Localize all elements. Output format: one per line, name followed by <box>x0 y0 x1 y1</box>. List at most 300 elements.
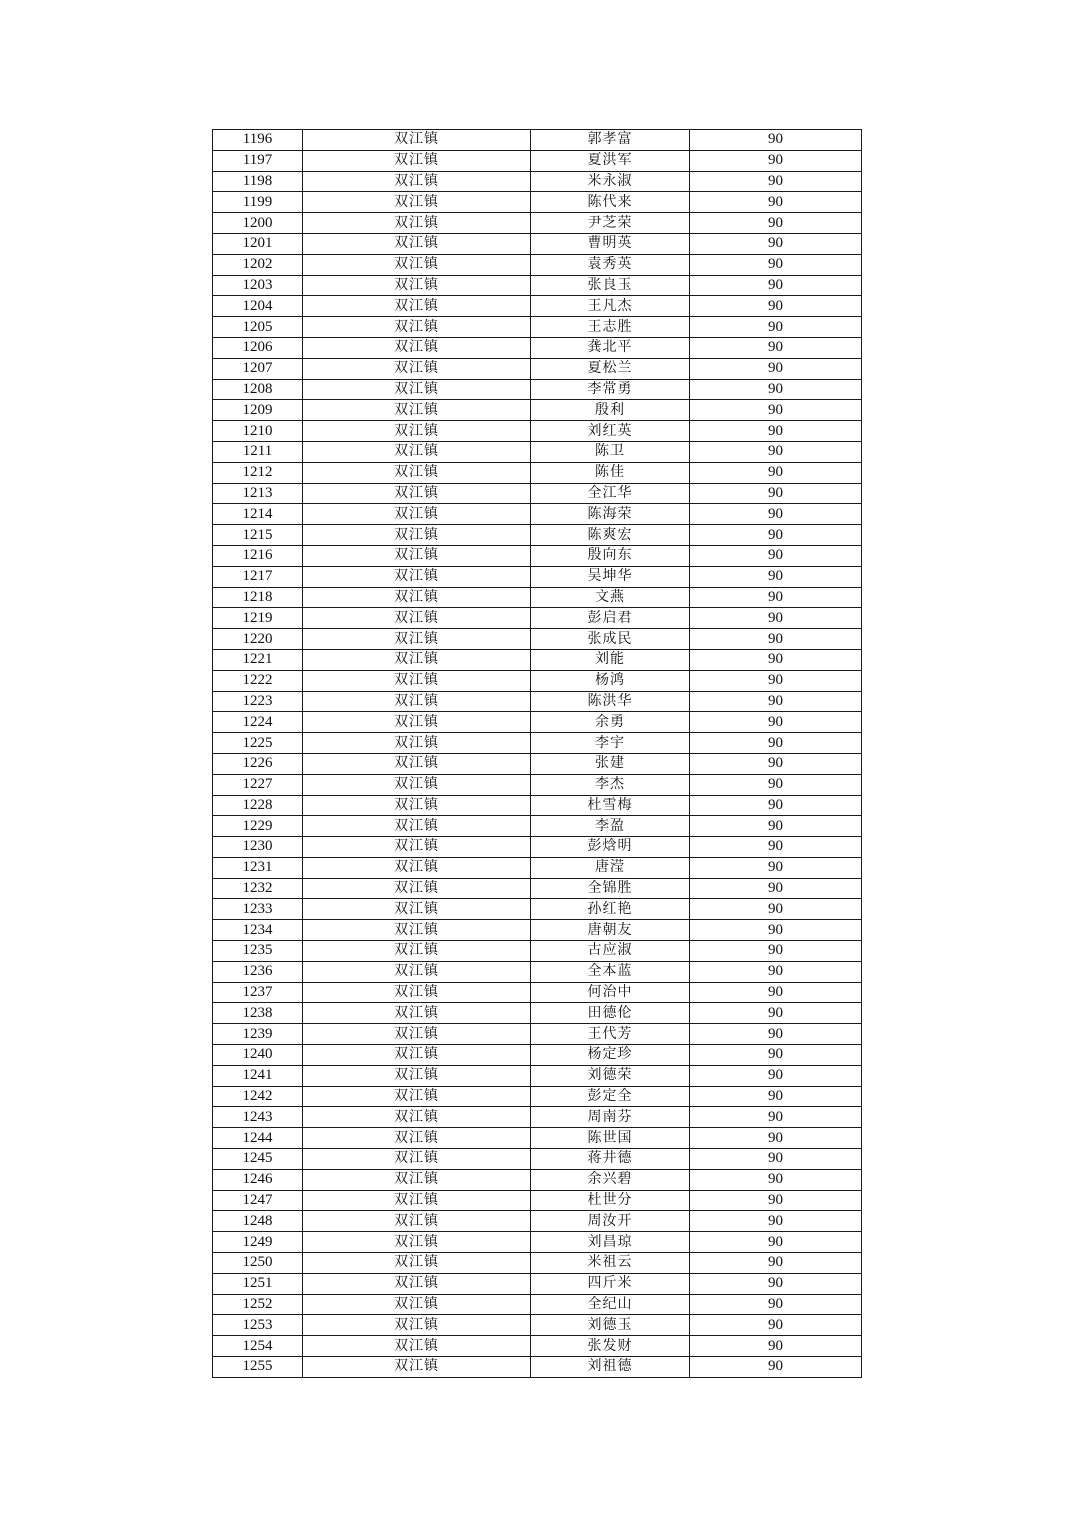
row-number-cell: 1247 <box>213 1190 303 1211</box>
amount-cell: 90 <box>690 421 862 442</box>
table-row <box>213 192 862 213</box>
town-cell: 双江镇 <box>303 1065 531 1086</box>
person-name-cell: 周南芬 <box>531 1107 690 1128</box>
town-cell: 双江镇 <box>303 1086 531 1107</box>
row-number-cell: 1210 <box>213 421 303 442</box>
row-number-cell: 1227 <box>213 774 303 795</box>
town-cell: 双江镇 <box>303 1232 531 1253</box>
town-cell: 双江镇 <box>303 1294 531 1315</box>
person-name-cell: 唐滢 <box>531 857 690 878</box>
table-row <box>213 1065 862 1086</box>
row-number-cell: 1240 <box>213 1045 303 1066</box>
town-cell: 双江镇 <box>303 1169 531 1190</box>
row-number-cell: 1208 <box>213 379 303 400</box>
town-cell: 双江镇 <box>303 566 531 587</box>
person-name-cell: 全纪山 <box>531 1294 690 1315</box>
amount-cell: 90 <box>690 712 862 733</box>
town-cell: 双江镇 <box>303 1024 531 1045</box>
table-row <box>213 504 862 525</box>
row-number-cell: 1196 <box>213 130 303 151</box>
table-row <box>213 1107 862 1128</box>
table-row <box>213 712 862 733</box>
town-cell: 双江镇 <box>303 837 531 858</box>
town-cell: 双江镇 <box>303 441 531 462</box>
town-cell: 双江镇 <box>303 317 531 338</box>
town-cell: 双江镇 <box>303 171 531 192</box>
table-row <box>213 1190 862 1211</box>
person-name-cell: 龚北平 <box>531 337 690 358</box>
amount-cell: 90 <box>690 171 862 192</box>
person-name-cell: 杨鸿 <box>531 670 690 691</box>
amount-cell: 90 <box>690 1336 862 1357</box>
person-name-cell: 唐朝友 <box>531 920 690 941</box>
table-row <box>213 171 862 192</box>
row-number-cell: 1214 <box>213 504 303 525</box>
amount-cell: 90 <box>690 233 862 254</box>
person-name-cell: 全江华 <box>531 483 690 504</box>
person-name-cell: 刘能 <box>531 649 690 670</box>
amount-cell: 90 <box>690 857 862 878</box>
table-row <box>213 379 862 400</box>
table-row <box>213 899 862 920</box>
town-cell: 双江镇 <box>303 670 531 691</box>
table-row <box>213 317 862 338</box>
table-row <box>213 795 862 816</box>
town-cell: 双江镇 <box>303 233 531 254</box>
row-number-cell: 1249 <box>213 1232 303 1253</box>
amount-cell: 90 <box>690 1294 862 1315</box>
person-name-cell: 杨定珍 <box>531 1045 690 1066</box>
town-cell: 双江镇 <box>303 1315 531 1336</box>
row-number-cell: 1213 <box>213 483 303 504</box>
amount-cell: 90 <box>690 358 862 379</box>
person-name-cell: 王代芳 <box>531 1024 690 1045</box>
amount-cell: 90 <box>690 608 862 629</box>
amount-cell: 90 <box>690 1253 862 1274</box>
row-number-cell: 1221 <box>213 649 303 670</box>
row-number-cell: 1198 <box>213 171 303 192</box>
town-cell: 双江镇 <box>303 795 531 816</box>
table-row <box>213 400 862 421</box>
row-number-cell: 1226 <box>213 753 303 774</box>
person-name-cell: 周汝开 <box>531 1211 690 1232</box>
town-cell: 双江镇 <box>303 254 531 275</box>
amount-cell: 90 <box>690 899 862 920</box>
amount-cell: 90 <box>690 587 862 608</box>
table-row <box>213 1253 862 1274</box>
town-cell: 双江镇 <box>303 899 531 920</box>
town-cell: 双江镇 <box>303 337 531 358</box>
amount-cell: 90 <box>690 1065 862 1086</box>
table-row <box>213 816 862 837</box>
person-name-cell: 杜世分 <box>531 1190 690 1211</box>
town-cell: 双江镇 <box>303 358 531 379</box>
person-name-cell: 彭启君 <box>531 608 690 629</box>
table-row <box>213 837 862 858</box>
town-cell: 双江镇 <box>303 878 531 899</box>
table-row <box>213 358 862 379</box>
town-cell: 双江镇 <box>303 1336 531 1357</box>
town-cell: 双江镇 <box>303 379 531 400</box>
row-number-cell: 1229 <box>213 816 303 837</box>
table-row <box>213 1294 862 1315</box>
person-name-cell: 吴坤华 <box>531 566 690 587</box>
town-cell: 双江镇 <box>303 774 531 795</box>
table-row <box>213 421 862 442</box>
amount-cell: 90 <box>690 400 862 421</box>
row-number-cell: 1236 <box>213 961 303 982</box>
table-row <box>213 1128 862 1149</box>
row-number-cell: 1215 <box>213 525 303 546</box>
table-row <box>213 920 862 941</box>
row-number-cell: 1245 <box>213 1149 303 1170</box>
town-cell: 双江镇 <box>303 941 531 962</box>
row-number-cell: 1250 <box>213 1253 303 1274</box>
row-number-cell: 1204 <box>213 296 303 317</box>
amount-cell: 90 <box>690 691 862 712</box>
town-cell: 双江镇 <box>303 525 531 546</box>
amount-cell: 90 <box>690 525 862 546</box>
table-row <box>213 608 862 629</box>
amount-cell: 90 <box>690 192 862 213</box>
amount-cell: 90 <box>690 337 862 358</box>
person-name-cell: 张发财 <box>531 1336 690 1357</box>
person-name-cell: 彭焓明 <box>531 837 690 858</box>
table-body <box>213 130 862 1378</box>
row-number-cell: 1254 <box>213 1336 303 1357</box>
amount-cell: 90 <box>690 774 862 795</box>
amount-cell: 90 <box>690 1045 862 1066</box>
amount-cell: 90 <box>690 753 862 774</box>
table-row <box>213 441 862 462</box>
row-number-cell: 1205 <box>213 317 303 338</box>
town-cell: 双江镇 <box>303 213 531 234</box>
row-number-cell: 1211 <box>213 441 303 462</box>
table-row <box>213 1273 862 1294</box>
table-row <box>213 733 862 754</box>
table-row <box>213 566 862 587</box>
person-name-cell: 刘德玉 <box>531 1315 690 1336</box>
town-cell: 双江镇 <box>303 961 531 982</box>
table-row <box>213 462 862 483</box>
table-row <box>213 1315 862 1336</box>
amount-cell: 90 <box>690 1357 862 1378</box>
row-number-cell: 1241 <box>213 1065 303 1086</box>
table-row <box>213 753 862 774</box>
table-row <box>213 213 862 234</box>
amount-cell: 90 <box>690 733 862 754</box>
person-name-cell: 文燕 <box>531 587 690 608</box>
row-number-cell: 1203 <box>213 275 303 296</box>
row-number-cell: 1235 <box>213 941 303 962</box>
person-name-cell: 殷利 <box>531 400 690 421</box>
row-number-cell: 1223 <box>213 691 303 712</box>
row-number-cell: 1243 <box>213 1107 303 1128</box>
row-number-cell: 1200 <box>213 213 303 234</box>
amount-cell: 90 <box>690 275 862 296</box>
person-name-cell: 古应淑 <box>531 941 690 962</box>
table-row <box>213 1045 862 1066</box>
town-cell: 双江镇 <box>303 649 531 670</box>
town-cell: 双江镇 <box>303 608 531 629</box>
row-number-cell: 1255 <box>213 1357 303 1378</box>
town-cell: 双江镇 <box>303 1128 531 1149</box>
town-cell: 双江镇 <box>303 1003 531 1024</box>
amount-cell: 90 <box>690 941 862 962</box>
row-number-cell: 1244 <box>213 1128 303 1149</box>
table-row <box>213 1024 862 1045</box>
amount-cell: 90 <box>690 1190 862 1211</box>
data-table <box>212 129 862 1378</box>
town-cell: 双江镇 <box>303 545 531 566</box>
town-cell: 双江镇 <box>303 130 531 151</box>
amount-cell: 90 <box>690 150 862 171</box>
table-row <box>213 130 862 151</box>
person-name-cell: 夏洪军 <box>531 150 690 171</box>
person-name-cell: 李盈 <box>531 816 690 837</box>
town-cell: 双江镇 <box>303 400 531 421</box>
row-number-cell: 1199 <box>213 192 303 213</box>
row-number-cell: 1253 <box>213 1315 303 1336</box>
person-name-cell: 李杰 <box>531 774 690 795</box>
town-cell: 双江镇 <box>303 1107 531 1128</box>
person-name-cell: 陈卫 <box>531 441 690 462</box>
table-row <box>213 1232 862 1253</box>
person-name-cell: 孙红艳 <box>531 899 690 920</box>
amount-cell: 90 <box>690 649 862 670</box>
person-name-cell: 刘德荣 <box>531 1065 690 1086</box>
table-row <box>213 941 862 962</box>
amount-cell: 90 <box>690 504 862 525</box>
table-row <box>213 296 862 317</box>
person-name-cell: 陈爽宏 <box>531 525 690 546</box>
amount-cell: 90 <box>690 961 862 982</box>
table-row <box>213 1149 862 1170</box>
amount-cell: 90 <box>690 1232 862 1253</box>
town-cell: 双江镇 <box>303 296 531 317</box>
amount-cell: 90 <box>690 566 862 587</box>
town-cell: 双江镇 <box>303 483 531 504</box>
row-number-cell: 1230 <box>213 837 303 858</box>
person-name-cell: 米祖云 <box>531 1253 690 1274</box>
town-cell: 双江镇 <box>303 857 531 878</box>
table-row <box>213 857 862 878</box>
table-row <box>213 587 862 608</box>
row-number-cell: 1224 <box>213 712 303 733</box>
amount-cell: 90 <box>690 254 862 275</box>
amount-cell: 90 <box>690 1107 862 1128</box>
town-cell: 双江镇 <box>303 1211 531 1232</box>
person-name-cell: 郭孝富 <box>531 130 690 151</box>
person-name-cell: 李宇 <box>531 733 690 754</box>
row-number-cell: 1251 <box>213 1273 303 1294</box>
amount-cell: 90 <box>690 920 862 941</box>
table-row <box>213 629 862 650</box>
amount-cell: 90 <box>690 483 862 504</box>
person-name-cell: 刘祖德 <box>531 1357 690 1378</box>
town-cell: 双江镇 <box>303 1253 531 1274</box>
town-cell: 双江镇 <box>303 421 531 442</box>
amount-cell: 90 <box>690 317 862 338</box>
amount-cell: 90 <box>690 1273 862 1294</box>
amount-cell: 90 <box>690 982 862 1003</box>
person-name-cell: 曹明英 <box>531 233 690 254</box>
amount-cell: 90 <box>690 213 862 234</box>
row-number-cell: 1228 <box>213 795 303 816</box>
row-number-cell: 1222 <box>213 670 303 691</box>
row-number-cell: 1216 <box>213 545 303 566</box>
amount-cell: 90 <box>690 629 862 650</box>
row-number-cell: 1212 <box>213 462 303 483</box>
person-name-cell: 陈海荣 <box>531 504 690 525</box>
person-name-cell: 刘昌琼 <box>531 1232 690 1253</box>
table-row <box>213 1169 862 1190</box>
amount-cell: 90 <box>690 441 862 462</box>
amount-cell: 90 <box>690 1086 862 1107</box>
table-row <box>213 337 862 358</box>
row-number-cell: 1219 <box>213 608 303 629</box>
town-cell: 双江镇 <box>303 1190 531 1211</box>
row-number-cell: 1218 <box>213 587 303 608</box>
row-number-cell: 1248 <box>213 1211 303 1232</box>
person-name-cell: 张良玉 <box>531 275 690 296</box>
person-name-cell: 夏松兰 <box>531 358 690 379</box>
town-cell: 双江镇 <box>303 275 531 296</box>
amount-cell: 90 <box>690 1315 862 1336</box>
amount-cell: 90 <box>690 795 862 816</box>
amount-cell: 90 <box>690 296 862 317</box>
table-row <box>213 982 862 1003</box>
amount-cell: 90 <box>690 837 862 858</box>
person-name-cell: 全锦胜 <box>531 878 690 899</box>
person-name-cell: 米永淑 <box>531 171 690 192</box>
amount-cell: 90 <box>690 462 862 483</box>
person-name-cell: 四斤米 <box>531 1273 690 1294</box>
amount-cell: 90 <box>690 1169 862 1190</box>
table-row <box>213 483 862 504</box>
town-cell: 双江镇 <box>303 150 531 171</box>
row-number-cell: 1231 <box>213 857 303 878</box>
person-name-cell: 陈佳 <box>531 462 690 483</box>
row-number-cell: 1242 <box>213 1086 303 1107</box>
table-row <box>213 525 862 546</box>
town-cell: 双江镇 <box>303 504 531 525</box>
person-name-cell: 王凡杰 <box>531 296 690 317</box>
person-name-cell: 蒋井德 <box>531 1149 690 1170</box>
row-number-cell: 1220 <box>213 629 303 650</box>
town-cell: 双江镇 <box>303 192 531 213</box>
table-row <box>213 254 862 275</box>
row-number-cell: 1239 <box>213 1024 303 1045</box>
amount-cell: 90 <box>690 1128 862 1149</box>
table-row <box>213 1357 862 1378</box>
person-name-cell: 王志胜 <box>531 317 690 338</box>
person-name-cell: 刘红英 <box>531 421 690 442</box>
row-number-cell: 1201 <box>213 233 303 254</box>
row-number-cell: 1225 <box>213 733 303 754</box>
person-name-cell: 田德伦 <box>531 1003 690 1024</box>
town-cell: 双江镇 <box>303 1357 531 1378</box>
table-row <box>213 275 862 296</box>
row-number-cell: 1217 <box>213 566 303 587</box>
amount-cell: 90 <box>690 816 862 837</box>
row-number-cell: 1207 <box>213 358 303 379</box>
town-cell: 双江镇 <box>303 587 531 608</box>
town-cell: 双江镇 <box>303 733 531 754</box>
row-number-cell: 1246 <box>213 1169 303 1190</box>
town-cell: 双江镇 <box>303 1149 531 1170</box>
person-name-cell: 袁秀英 <box>531 254 690 275</box>
person-name-cell: 何治中 <box>531 982 690 1003</box>
town-cell: 双江镇 <box>303 920 531 941</box>
row-number-cell: 1234 <box>213 920 303 941</box>
town-cell: 双江镇 <box>303 629 531 650</box>
amount-cell: 90 <box>690 130 862 151</box>
row-number-cell: 1252 <box>213 1294 303 1315</box>
row-number-cell: 1209 <box>213 400 303 421</box>
amount-cell: 90 <box>690 545 862 566</box>
person-name-cell: 尹芝荣 <box>531 213 690 234</box>
table-row <box>213 1086 862 1107</box>
table-row <box>213 691 862 712</box>
person-name-cell: 李常勇 <box>531 379 690 400</box>
row-number-cell: 1202 <box>213 254 303 275</box>
person-name-cell: 殷向东 <box>531 545 690 566</box>
person-name-cell: 张建 <box>531 753 690 774</box>
amount-cell: 90 <box>690 1003 862 1024</box>
person-name-cell: 余勇 <box>531 712 690 733</box>
person-name-cell: 陈世国 <box>531 1128 690 1149</box>
amount-cell: 90 <box>690 1149 862 1170</box>
table-row <box>213 233 862 254</box>
town-cell: 双江镇 <box>303 816 531 837</box>
person-name-cell: 彭定全 <box>531 1086 690 1107</box>
person-name-cell: 张成民 <box>531 629 690 650</box>
town-cell: 双江镇 <box>303 1045 531 1066</box>
town-cell: 双江镇 <box>303 982 531 1003</box>
table-row <box>213 545 862 566</box>
person-name-cell: 全本蓝 <box>531 961 690 982</box>
table-row <box>213 649 862 670</box>
person-name-cell: 余兴碧 <box>531 1169 690 1190</box>
town-cell: 双江镇 <box>303 1273 531 1294</box>
table-row <box>213 150 862 171</box>
amount-cell: 90 <box>690 1024 862 1045</box>
amount-cell: 90 <box>690 1211 862 1232</box>
person-name-cell: 陈代来 <box>531 192 690 213</box>
row-number-cell: 1237 <box>213 982 303 1003</box>
town-cell: 双江镇 <box>303 753 531 774</box>
town-cell: 双江镇 <box>303 712 531 733</box>
table-row <box>213 1336 862 1357</box>
amount-cell: 90 <box>690 878 862 899</box>
row-number-cell: 1206 <box>213 337 303 358</box>
town-cell: 双江镇 <box>303 462 531 483</box>
row-number-cell: 1232 <box>213 878 303 899</box>
row-number-cell: 1238 <box>213 1003 303 1024</box>
row-number-cell: 1197 <box>213 150 303 171</box>
amount-cell: 90 <box>690 670 862 691</box>
table-row <box>213 670 862 691</box>
table-row <box>213 878 862 899</box>
table-row <box>213 961 862 982</box>
table-row <box>213 774 862 795</box>
table-row <box>213 1211 862 1232</box>
table-row <box>213 1003 862 1024</box>
person-name-cell: 杜雪梅 <box>531 795 690 816</box>
row-number-cell: 1233 <box>213 899 303 920</box>
person-name-cell: 陈洪华 <box>531 691 690 712</box>
